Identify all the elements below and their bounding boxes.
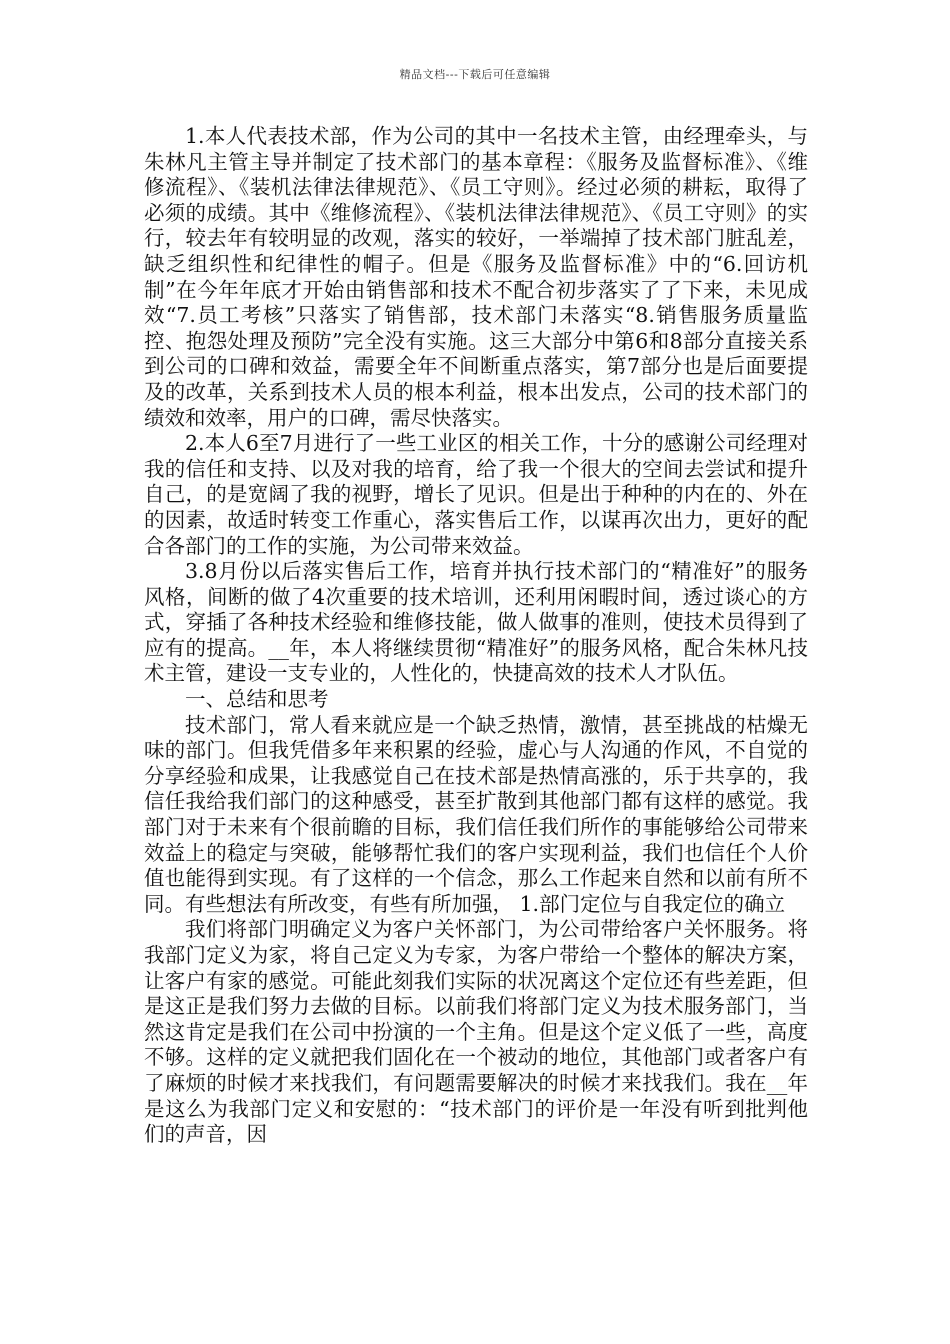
paragraph-2: 2.本人6至7月进行了一些工业区的相关工作，十分的感谢公司经理对我的信任和支持、以及对我的培育，给了我一个很大的空间去尝试和提升自己，的是宽阔了我的视野，增长了见识。但是出于种种的内在的、外在的因素，故适时转变工作重心，落实售后工作，以谋再次出力，更好的配合各部门的工作的实施，为公司带来效益。 <box>144 431 808 558</box>
document-body <box>144 124 808 1148</box>
section-heading: 一、总结和思考 <box>185 687 329 712</box>
paragraph-5: 我们将部门明确定义为客户关怀部门，为公司带给客户关怀服务。将我部门定义为家，将自己定义为专家，为客户带给一个整体的解决方案，让客户有家的感觉。可能此刻我们实际的状况离这个定位还有些差距，但是这正是我们努力去做的目标。以前我们将部门定义为技术服务部门，当然这肯定是我们在公司中扮演的一个主角。但是这个定义低了一些，高度不够。这样的定义就把我们固化在一个被动的地位，其他部门或者客户有了麻烦的时候才来找我们，有问题需要解决的时候才来找我们。我在__年是这么为我部门定义和安慰的：“技术部门的评价是一年没有听到批判他们的声音，因 <box>144 917 808 1147</box>
paragraph-3: 3.8月份以后落实售后工作，培育并执行技术部门的“精准好”的服务风格，间断的做了4次重要的技术培训，还利用闲暇时间，透过谈心的方式，穿插了各种技术经验和维修技能，做人做事的准则，使技术员得到了应有的提高。__年，本人将继续贯彻“精准好”的服务风格，配合朱林凡技术主管，建设一支专业的，人性化的，快捷高效的技术人才队伍。 <box>144 559 808 686</box>
paragraph-4: 技术部门，常人看来就应是一个缺乏热情，激情，甚至挑战的枯燥无味的部门。但我凭借多年来积累的经验，虚心与人沟通的作风，不自觉的分享经验和成果，让我感觉自己在技术部是热情高涨的，乐于共享的，我信任我给我们部门的这种感受，甚至扩散到其他部门都有这样的感觉。我部门对于未来有个很前瞻的目标，我们信任我们所作的事能够给公司带来效益上的稳定与突破，能够帮忙我们的客户实现利益，我们也信任个人价值也能得到实现。有了这样的一个信念，那么工作起来自然和以前有所不同。有些想法有所改变，有些有所加强， 1.部门定位与自我定位的确立 <box>144 712 808 916</box>
paragraph-1: 1.本人代表技术部，作为公司的其中一名技术主管，由经理牵头，与朱林凡主管主导并制定了技术部门的基本章程：《服务及监督标准》、《维修流程》、《装机法律法律规范》、《员工守则》。经过必须的耕耘，取得了必须的成绩。其中《维修流程》、《装机法律法律规范》、《员工守则》的实行，较去年有较明显的改观，落实的较好，一举端掉了技术部门脏乱差，缺乏组织性和纪律性的帽子。但是《服务及监督标准》中的“6.回访机制”在今年年底才开始由销售部和技术不配合初步落实了了下来，未见成效“7.员工考核”只落实了销售部，技术部门未落实“8.销售服务质量监控、抱怨处理及预防”完全没有实施。这三大部分中第6和8部分直接关系到公司的口碑和效益，需要全年不间断重点落实，第7部分也是后面要提及的改革，关系到技术人员的根本利益，根本出发点，公司的技术部门的绩效和效率，用户的口碑，需尽快落实。 <box>144 124 808 430</box>
page-header: 精品文档---下载后可任意编辑 <box>399 68 551 81</box>
